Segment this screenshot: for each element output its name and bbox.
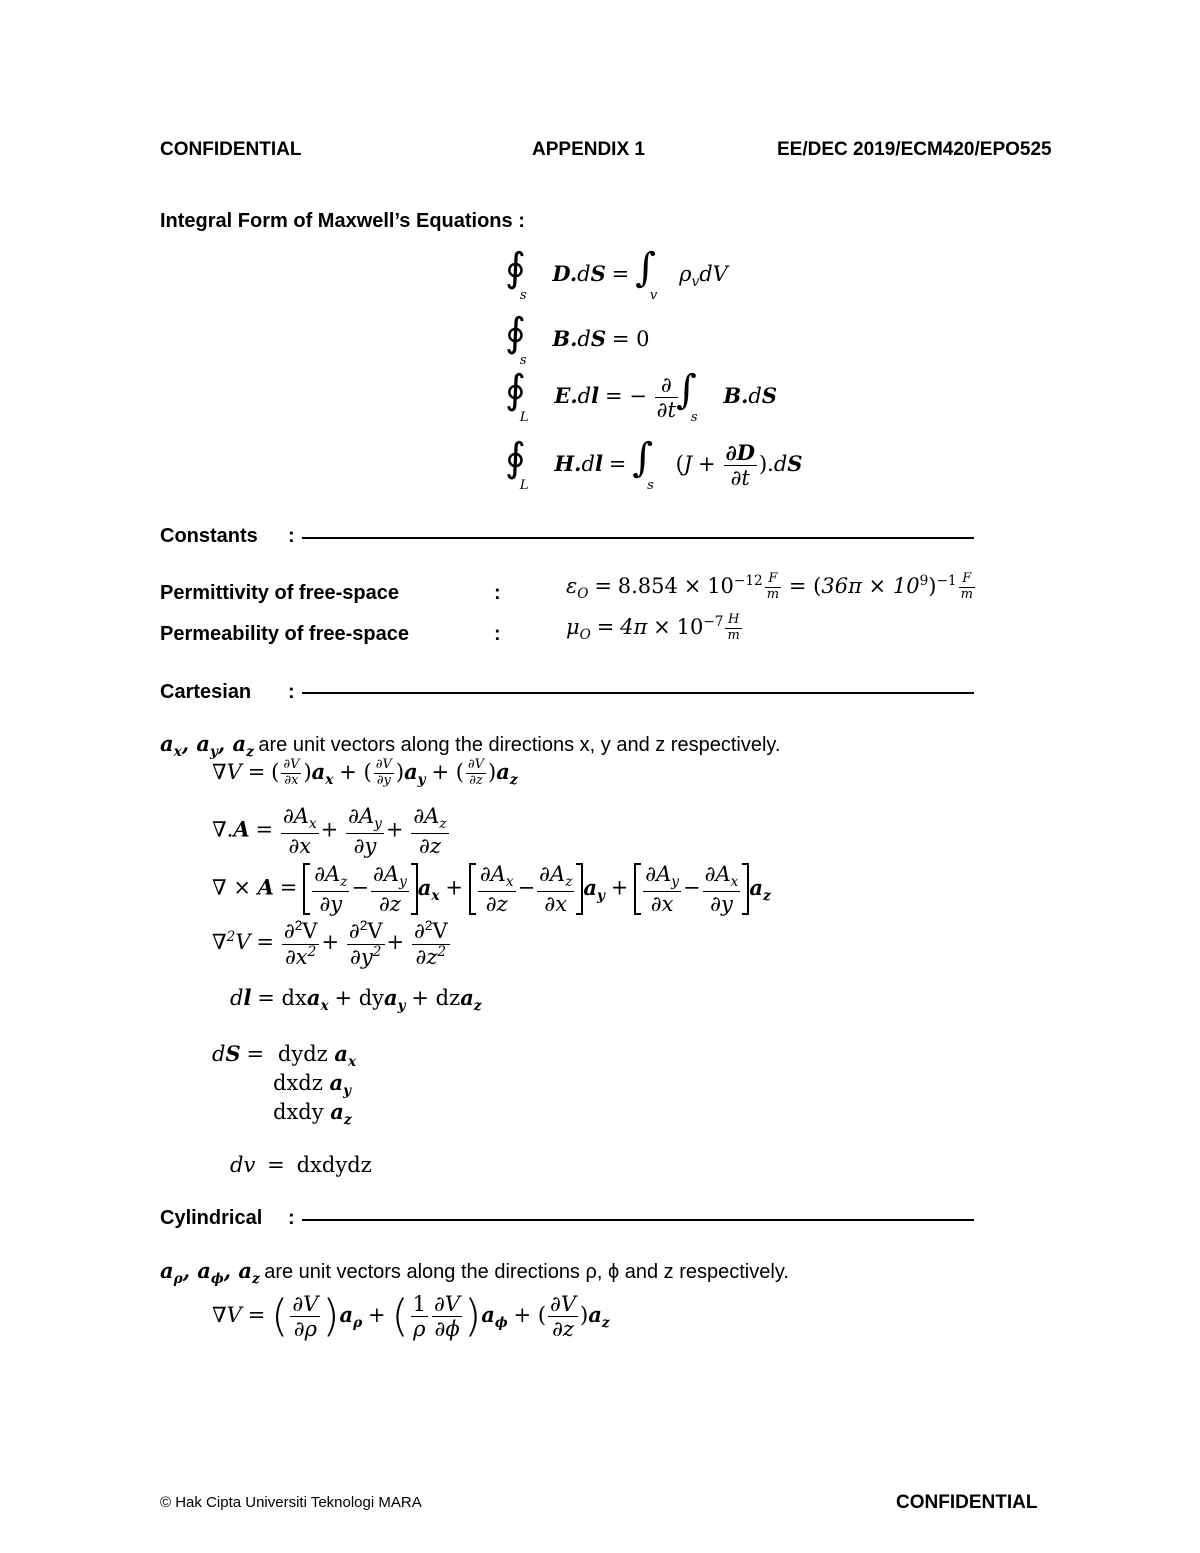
- header-center: APPENDIX 1: [532, 139, 645, 160]
- cartesian-ds-x: dS = dydz $a_x$: [212, 1041, 357, 1071]
- gauss-magnetism-equation: $∮_s$ B.dS = 0: [505, 310, 650, 368]
- cartesian-dl: dl = dxa$_x$ + dya$_y$ + dza$_z$: [230, 985, 482, 1015]
- cartesian-ds-y: dxdz $a_y$: [273, 1070, 352, 1100]
- cartesian-divergence: ∇.A = $\frac{\partial A_x}{\partial x}$ + $\frac{\partial A_y}{\partial y}$ + $\frac{\partial A_z}{\partial z}$: [212, 804, 447, 858]
- permeability-label: Permeability of free-space: [160, 623, 409, 645]
- cartesian-laplacian: ∇$^2$V = $\frac{\partial^2V}{\partial x^2}$ + $\frac{\partial^2V}{\partial y^2}$ + $\frac{\partial^2V}{\partial z^2}$: [212, 918, 448, 970]
- constants-divider: [302, 537, 974, 539]
- permittivity-equation: $\varepsilon_O = 8.854 \times 10^{-12}$ $\frac{F}{m}$ = $(36\pi \times 10^9)^{-1}$ $\frac{F}{m}$: [566, 571, 973, 603]
- cartesian-dv: dv = dxdydz: [230, 1153, 372, 1177]
- gauss-law-equation: $∮_s$ $D.dS = \int_v$ $\rho_vdV$: [505, 245, 728, 303]
- cartesian-unit-vectors: $a_x$, $a_y$, $a_z$ are unit vectors along the directions x, y and z respectively.: [160, 731, 781, 761]
- faraday-law-equation: $∮_L$ E.dl = − $\frac{\partial}{\partial t}$ $\int_s$ B.dS: [505, 367, 778, 425]
- cartesian-gradient: ∇V = ( $\frac{\partial V}{\partial x}$ )$a_x$ + ( $\frac{\partial V}{\partial y}$ )$a_y$ + ( $\frac{\partial V}{\partial z}$ )$a_z$: [212, 757, 518, 789]
- cylindrical-gradient: ∇V = ( $\frac{\partial V}{\partial\rho}$ )$a_\rho$ + ( $\frac{1}{\rho}$ $\frac{\partial V}{\partial\phi}$ )$a_\phi$ + ( $\frac{\partial V}{\partial z}$ )$a_z$: [212, 1290, 610, 1342]
- constants-title: Constants: [160, 525, 258, 547]
- permeability-colon: :: [494, 623, 501, 645]
- header-right: EE/DEC 2019/ECM420/EPO525: [777, 139, 1052, 160]
- cartesian-title: Cartesian: [160, 681, 252, 703]
- permittivity-colon: :: [494, 582, 501, 604]
- cylindrical-title: Cylindrical: [160, 1207, 263, 1229]
- cylindrical-colon: :: [288, 1207, 295, 1229]
- maxwell-title: Integral Form of Maxwell’s Equations :: [160, 210, 525, 232]
- permeability-equation: $\mu_O = 4\pi \times 10^{-7}$ $\frac{H}{m}$: [566, 612, 740, 644]
- footer-confidential: CONFIDENTIAL: [896, 1492, 1038, 1513]
- permittivity-label: Permittivity of free-space: [160, 582, 399, 604]
- ampere-law-equation: $∮_L$ $H.dl = \int_s$ (J + $\frac{\partial D}{\partial t}$ ).dS: [505, 435, 803, 493]
- header-left: CONFIDENTIAL: [160, 139, 302, 160]
- cylindrical-divider: [302, 1219, 974, 1221]
- cylindrical-unit-vectors: $a_\rho$, $a_\phi$, $a_z$ are unit vectors along the directions ρ, ϕ and z respectively.: [160, 1258, 789, 1288]
- cartesian-ds-z: dxdy $a_z$: [273, 1099, 352, 1129]
- cartesian-colon: :: [288, 681, 295, 703]
- cartesian-curl: ∇ × A = $\frac{\partial A_z}{\partial y}$ − $\frac{\partial A_y}{\partial z}$ $a_x$ + $\frac{\partial A_x}{\partial z}$ − $\frac{\partial A_z}{\partial x}$ $a_y$ + $\frac{\partial A_y}{\partial x}$ − $\frac{\partial A_x}{\partial y}$ $a_z$: [212, 862, 771, 916]
- cartesian-divider: [302, 692, 974, 694]
- constants-colon: :: [288, 525, 295, 547]
- footer-copyright: © Hak Cipta Universiti Teknologi MARA: [160, 1494, 422, 1511]
